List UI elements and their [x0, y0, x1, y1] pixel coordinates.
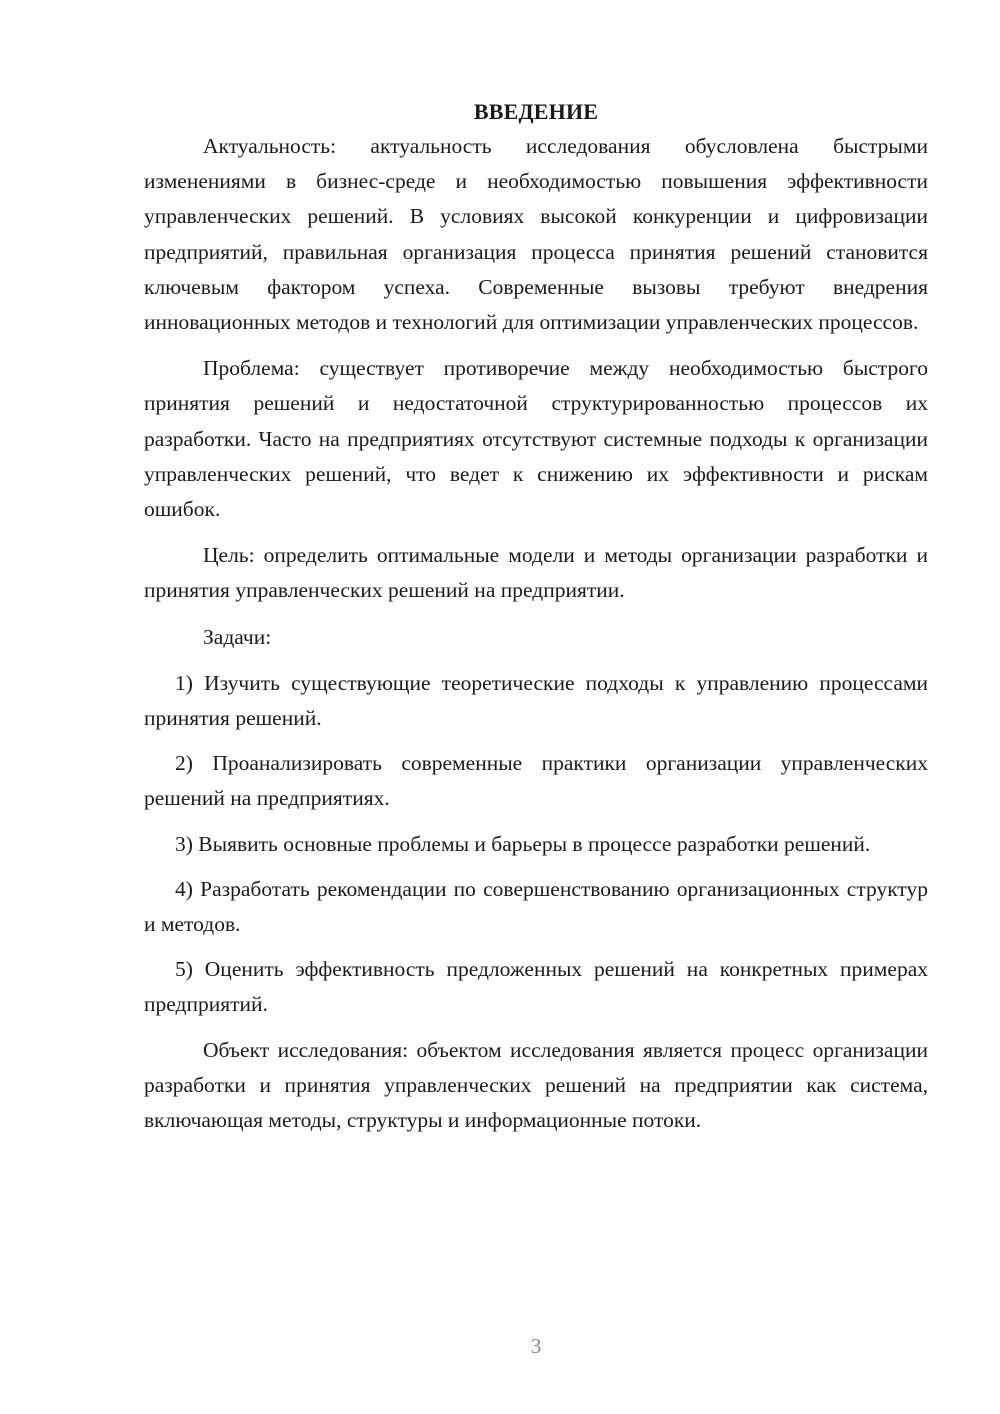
tasks-list [144, 666, 928, 1023]
task-item-5: 5) Оценить эффективность предложенных решений на конкретных примерах предприятий. [144, 957, 928, 1017]
task-item-2: 2) Проанализировать современные практики организации управленческих решений на предприятиях. [144, 751, 928, 811]
task-item-1: 1) Изучить существующие теоретические подходы к управлению процессами принятия решений. [144, 670, 928, 731]
task-item-3: 3) Выявить основные проблемы и барьеры в процессе разработки решений. [175, 831, 871, 856]
document-body [144, 94, 928, 1149]
paragraph-goal: Цель: определить оптимальные модели и методы организации разработки и принятия управленческих решений на предприятии. [144, 543, 928, 603]
paragraph-problem: Проблема: существует противоречие между необходимостью быстрого принятия решений и недостаточной структурированностью процессов их разработки. Часто на предприятиях отсутствуют системные подходы к организации управленческих решений, что ведет к снижению их эффективности и рискам ошибок. [144, 356, 928, 522]
paragraph-relevance: Актуальность: актуальность исследования обусловлена быстрыми изменениями в бизнес-среде и необходимостью повышения эффективности управленческих решений. В условиях высокой конкуренции и цифровизации предприятий, правильная организация процесса принятия решений становится ключевым фактором успеха. Современные вызовы требуют внедрения инновационных методов и технологий для оптимизации управленческих процессов. [144, 134, 928, 335]
task-item-4: 4) Разработать рекомендации по совершенствованию организационных структур и методов. [144, 876, 928, 937]
page-number: 3 [530, 1334, 542, 1358]
tasks-label: Задачи: [203, 624, 272, 649]
section-title: ВВЕДЕНИЕ [473, 99, 599, 124]
paragraph-object: Объект исследования: объектом исследования является процесс организации разработки и принятия управленческих решений на предприятии как система, включающая методы, структуры и информационные потоки. [144, 1037, 928, 1133]
